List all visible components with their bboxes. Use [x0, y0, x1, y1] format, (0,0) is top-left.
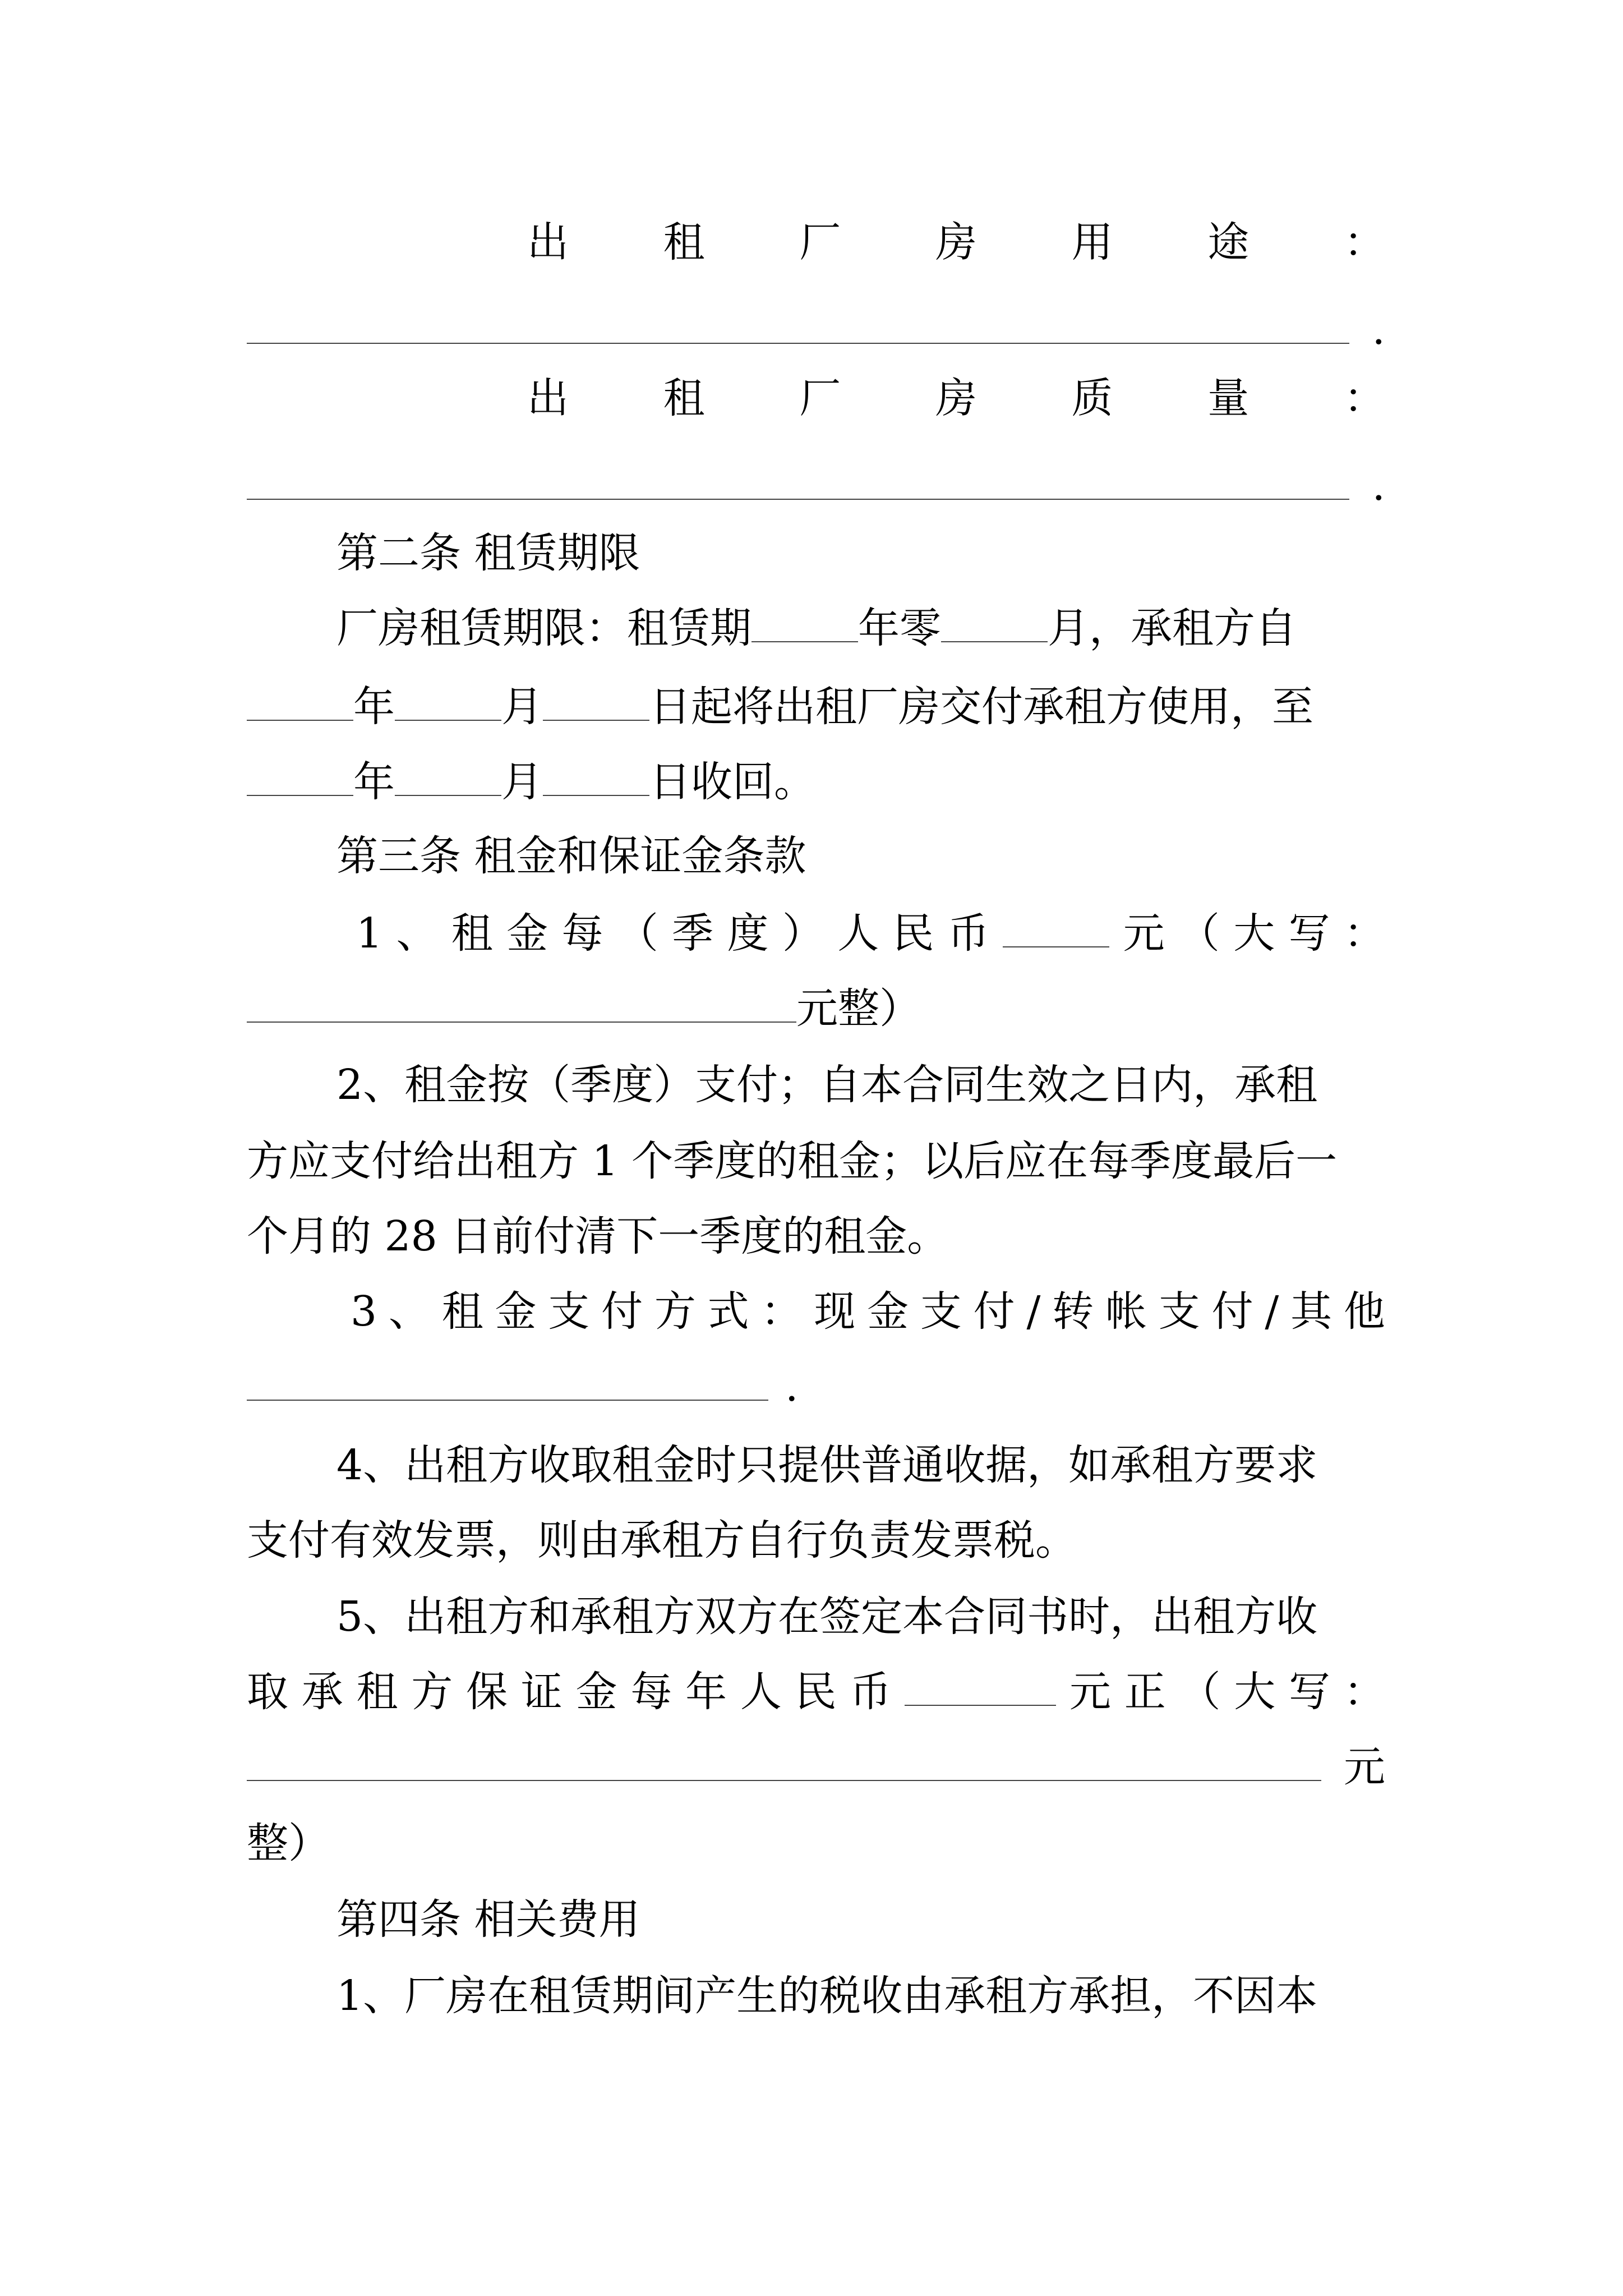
text: 月 [501, 758, 543, 806]
blank-end-year [247, 753, 353, 796]
item1-char: 租 [451, 909, 493, 958]
item1-char: 币 [947, 909, 989, 958]
art3-item4-line-1: 4、出租方收取租金时只提供普通收据，如承租方要求 [336, 1441, 1318, 1489]
item3-char: 他 [1343, 1287, 1385, 1336]
art3-item5-line-3 [247, 1733, 1385, 1801]
usage-end: . [1372, 306, 1385, 354]
text: 元整） [796, 984, 921, 1033]
item1-char: 大 [1233, 909, 1275, 958]
item5-char: 元 [1069, 1668, 1111, 1716]
item5-char: （ [1179, 1668, 1221, 1716]
blank-months [941, 600, 1048, 642]
usage-char: 用 [1071, 218, 1113, 266]
item1-char: 季 [672, 909, 714, 958]
art3-item1-line-2 [247, 975, 1385, 1042]
blank-deposit-amount [905, 1663, 1056, 1706]
item1-char: 元 [1123, 909, 1165, 958]
quality-char: ： [1343, 374, 1385, 422]
quality-char: 量 [1207, 374, 1249, 422]
item5-char: 币 [850, 1668, 892, 1716]
item5-char: 承 [301, 1668, 343, 1716]
art3-item4-line-2: 支付有效发票，则由承租方自行负责发票税。 [247, 1516, 1077, 1565]
item3-char: 式 [707, 1287, 749, 1336]
usage-char: 途 [1207, 218, 1249, 266]
item5-char: 大 [1234, 1668, 1276, 1716]
item1-char: （ [1178, 909, 1220, 958]
item1-char: ） [782, 909, 824, 958]
usage-label-line [247, 209, 1385, 276]
usage-char: 出 [527, 218, 569, 266]
item5-char: 人 [740, 1668, 782, 1716]
text: 年零 [858, 604, 941, 652]
text: 月 [501, 683, 543, 731]
item3-char: 付 [973, 1287, 1015, 1336]
blank-end-day [543, 753, 649, 796]
item1-char: 、 [396, 909, 438, 958]
item1-char: 人 [837, 909, 879, 958]
item5-char: 租 [356, 1668, 398, 1716]
item5-char: 取 [247, 1668, 288, 1716]
text: . [785, 1363, 799, 1411]
item1-char: 民 [892, 909, 934, 958]
art2-para-line-1 [247, 595, 1475, 662]
blank-start-year [247, 678, 353, 721]
blank-rent-amount [1003, 905, 1109, 947]
art3-item2-line-2: 方应支付给出租方 1 个季度的租金；以后应在每季度最后一 [247, 1137, 1338, 1185]
item5-char: 每 [630, 1668, 672, 1716]
text: 厂房租赁期限：租赁期 [336, 604, 751, 652]
item5-char: 证 [520, 1668, 562, 1716]
item3-char: ： [760, 1287, 803, 1336]
quality-char: 租 [663, 374, 705, 422]
blank-years [751, 600, 858, 642]
usage-char: 厂 [799, 218, 841, 266]
blank-start-day [543, 678, 649, 721]
text: 年 [353, 758, 395, 806]
art3-item5-line-2 [247, 1658, 1385, 1726]
item3-char: 方 [654, 1287, 696, 1336]
item5-char: 金 [575, 1668, 617, 1716]
quality-label-line [247, 365, 1385, 432]
text: 元 [1344, 1743, 1385, 1791]
article-2-heading: 第二条 租赁期限 [336, 529, 640, 577]
text: 日收回。 [649, 758, 815, 806]
item3-char: 支 [920, 1287, 962, 1336]
usage-char: 租 [663, 218, 705, 266]
item3-char: 付 [601, 1287, 643, 1336]
item5-char: 方 [411, 1668, 453, 1716]
usage-blank-line [247, 296, 1385, 364]
art3-item3-line-1 [247, 1278, 1385, 1345]
item1-char: 1 [356, 909, 383, 958]
text: 日起将出租厂房交付承租方使用，至 [649, 683, 1313, 731]
text: 月，承租方自 [1048, 604, 1297, 652]
quality-char: 出 [527, 374, 569, 422]
item3-char: 现 [814, 1287, 856, 1336]
item1-char: 每 [561, 909, 603, 958]
art3-item2-line-1: 2、租金按（季度）支付；自本合同生效之日内，承租 [336, 1061, 1318, 1109]
item3-char: / [1026, 1287, 1041, 1336]
quality-blank [247, 457, 1349, 500]
blank-end-month [395, 753, 501, 796]
item3-char: / [1265, 1287, 1279, 1336]
usage-char: 房 [935, 218, 977, 266]
usage-char: ： [1343, 218, 1385, 266]
quality-char: 房 [935, 374, 977, 422]
quality-blank-line [247, 452, 1385, 519]
item5-char: 民 [795, 1668, 837, 1716]
item3-char: 转 [1052, 1287, 1094, 1336]
text: 年 [353, 683, 395, 731]
item1-char: 金 [506, 909, 548, 958]
item3-char: 、 [388, 1287, 430, 1336]
quality-end: . [1372, 462, 1385, 510]
item5-char: 保 [466, 1668, 508, 1716]
art3-item1-line-1 [247, 900, 1385, 967]
item5-char: 写 [1289, 1668, 1331, 1716]
blank-deposit-words [247, 1738, 1321, 1781]
item3-char: 3 [351, 1287, 377, 1336]
item1-char: （ [616, 909, 658, 958]
art2-para-line-2 [247, 673, 1385, 740]
item3-char: 其 [1290, 1287, 1332, 1336]
blank-rent-words [247, 980, 796, 1023]
article-3-heading: 第三条 租金和保证金条款 [336, 832, 806, 880]
art3-item2-line-3: 个月的 28 日前付清下一季度的租金。 [247, 1212, 949, 1260]
blank-other-payment [247, 1358, 768, 1401]
blank-start-month [395, 678, 501, 721]
art3-item3-line-2 [247, 1353, 1385, 1420]
item3-char: 支 [548, 1287, 590, 1336]
quality-char: 厂 [799, 374, 841, 422]
item5-char: 年 [685, 1668, 727, 1716]
art3-item5-line-4: 整） [247, 1819, 330, 1867]
art3-item5-line-1: 5、出租方和承租方双方在签定本合同书时，出租方收 [336, 1593, 1318, 1641]
item5-char: ： [1343, 1668, 1385, 1716]
art4-item1-line-1: 1、厂房在租赁期间产生的税收由承租方承担，不因本 [336, 1972, 1318, 2020]
item1-char: ： [1343, 909, 1385, 958]
item1-char: 度 [727, 909, 769, 958]
item3-char: 金 [867, 1287, 909, 1336]
art2-para-line-3 [247, 748, 1385, 816]
item3-char: 支 [1158, 1287, 1200, 1336]
item1-char: 写 [1288, 909, 1330, 958]
item3-char: 金 [495, 1287, 537, 1336]
item3-char: 付 [1211, 1287, 1253, 1336]
article-4-heading: 第四条 相关费用 [336, 1895, 640, 1944]
quality-char: 质 [1071, 374, 1113, 422]
usage-blank [247, 301, 1349, 344]
item5-char: 正 [1124, 1668, 1166, 1716]
item3-char: 帐 [1105, 1287, 1147, 1336]
item3-char: 租 [441, 1287, 483, 1336]
